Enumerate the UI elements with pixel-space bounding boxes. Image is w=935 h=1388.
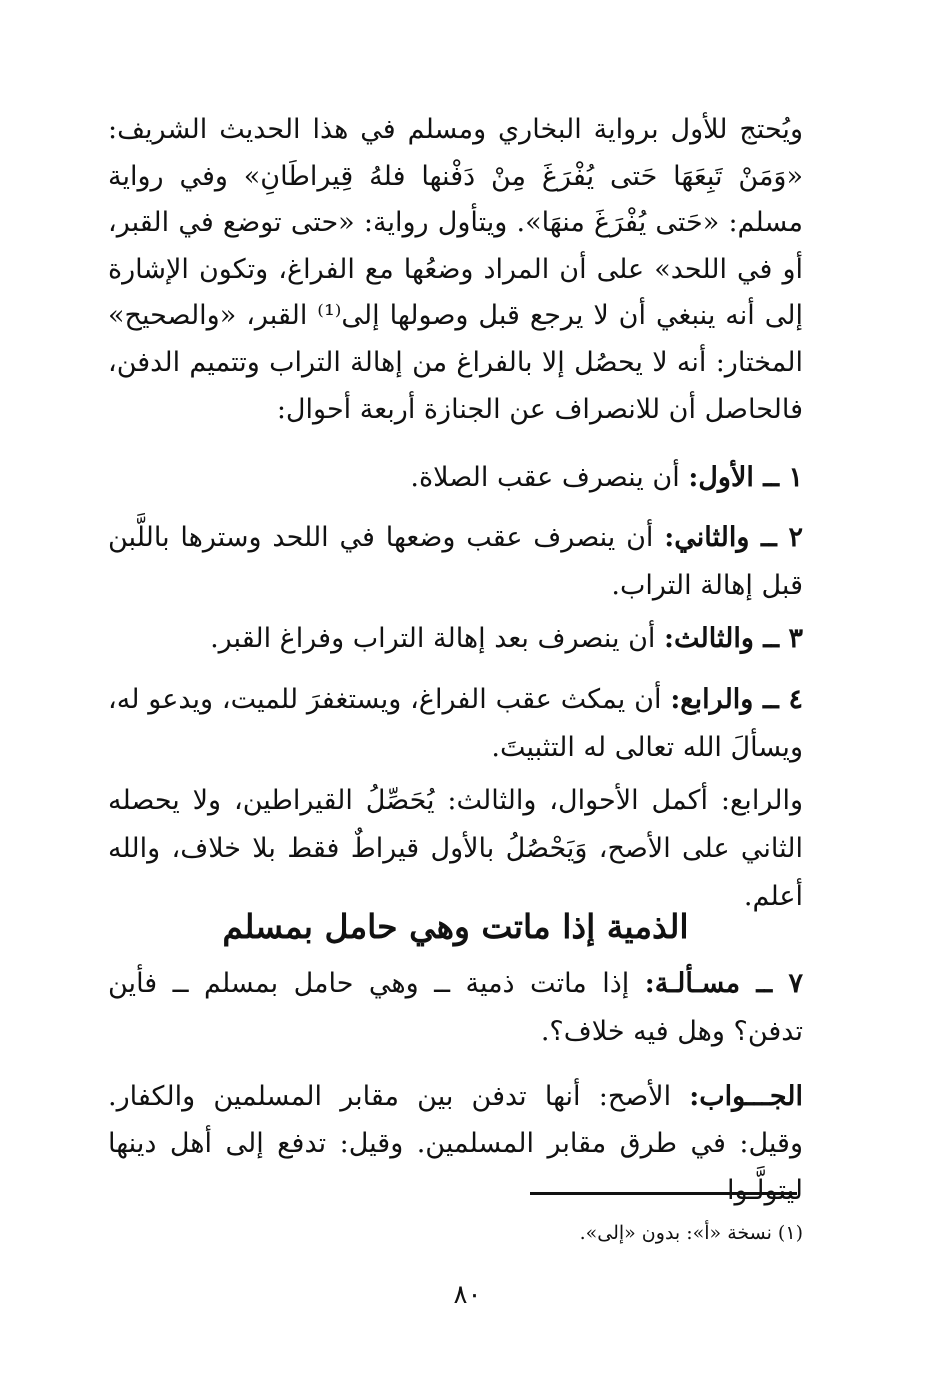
list-item-text: أن ينصرف بعد إهالة التراب وفراغ القبر. (210, 623, 656, 654)
footnote-divider (530, 1192, 797, 1195)
list-item-text: أن يمكث عقب الفراغ، ويستغفرَ للميت، ويدعو له، ويسألَ الله تعالى له التثبيتَ. (108, 684, 803, 763)
list-item-1 (108, 454, 803, 502)
list-item-label: ١ ــ الأول: (688, 462, 803, 493)
page-number: ٨٠ (453, 1280, 482, 1310)
answer-text: الأصح: أنها تدفن بين مقابر المسلمين والكفار. وقيل: في طرق مقابر المسلمين. وقيل: تدفع إلى أهل دينها ليتولَّـوا (108, 1081, 803, 1206)
list-item-text: أن ينصرف عقب وضعها في اللحد وسترها باللَّبن قبل إهالة التراب. (108, 522, 803, 601)
list-item-3 (108, 615, 803, 663)
list-item-label: ٢ ــ والثاني: (664, 522, 803, 553)
question-paragraph (108, 960, 803, 1056)
list-item-text: أن ينصرف عقب الصلاة. (410, 462, 680, 493)
intro-paragraph: ويُحتج للأول برواية البخاري ومسلم في هذا الحديث الشريف: «وَمَنْ تَبِعَهَا حَتى يُفْرَغَ مِنْ دَفْنها فلهُ قِيراطَانِ» وفي رواية مسلم: «حَتى يُفْرَغَ منهَا». ويتأول رواية: «حتى توضع في القبر، أو في اللحد» على أن المراد وضعُها مع الفراغ، وتكون الإشارة إلى أنه ينبغي أن لا يرجع قبل وصولها إلى⁽¹⁾ القبر، «والصحيح» المختار: أنه لا يحصُل إلا بالفراغ من إهالة التراب وتتميم الدفن، فالحاصل أن للانصراف عن الجنازة أربعة أحوال: (108, 114, 803, 425)
list-item-label: ٣ ــ والثالث: (664, 623, 803, 654)
list-item-2 (108, 514, 803, 610)
question-text: إذا ماتت ذمية ــ وهي حامل بمسلم ــ فأين تدفن؟ وهل فيه خلاف؟. (108, 968, 803, 1047)
list-item-label: ٤ ــ والرابع: (670, 684, 804, 715)
footnote: (١) نسخة «أ»: بدون «إلى». (579, 1222, 803, 1244)
conclusion-paragraph: والرابع: أكمل الأحوال، والثالث: يُحَصِّلُ القيراطين، ولا يحصله الثاني على الأصح، وَيَحْصُلُ بالأول قيراطٌ فقط بلا خلاف، والله أعلم. (108, 785, 803, 912)
question-label: ٧ ــ مسـألـة: (644, 968, 803, 999)
answer-label: الجـــواب: (689, 1081, 803, 1112)
list-item-4 (108, 676, 803, 772)
section-heading: الذمية إذا ماتت وهي حامل بمسلم (222, 907, 689, 946)
